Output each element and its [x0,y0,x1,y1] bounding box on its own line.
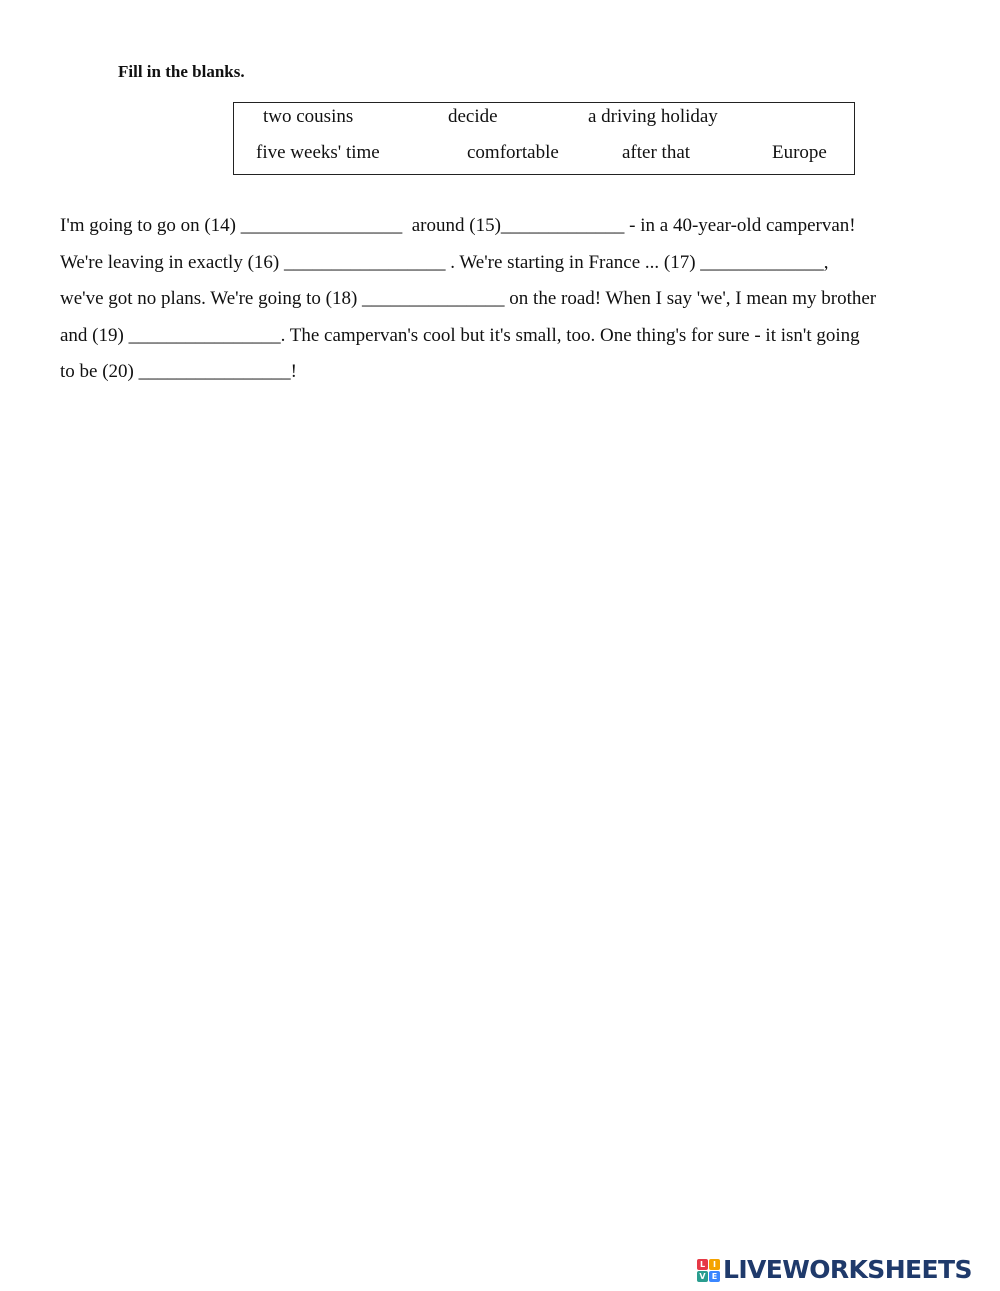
passage-text [60,211,990,394]
passage-line: We're leaving in exactly (16) _________________ . We're starting in France ... (17) _____________, [60,251,829,273]
passage-line: to be (20) ________________! [60,361,297,383]
logo-mark-icon [697,1259,720,1282]
passage-line: we've got no plans. We're going to (18) _______________ on the road! When I say 'we', I mean my brother [60,288,877,310]
passage-line: I'm going to go on (14) _________________ around (15)_____________ - in a 40-year-old campervan! [60,215,856,236]
word-bank-item: Europe [772,142,827,163]
word-bank-item: decide [448,106,498,127]
word-bank-item: after that [622,142,691,163]
logo-letter: I [709,1259,720,1270]
word-bank-item: comfortable [467,142,559,163]
instruction-heading: Fill in the blanks. [118,62,245,81]
word-bank-item: two cousins [263,106,354,127]
logo-letter: L [697,1259,708,1270]
logo-letter: E [709,1271,720,1282]
passage-line: and (19) ________________. The campervan's cool but it's small, too. One thing's for sure - it isn't going [60,324,860,346]
word-bank-item: a driving holiday [588,106,718,127]
word-bank-item: five weeks' time [256,142,380,163]
logo-letter: V [697,1271,708,1282]
word-bank-box [233,102,855,175]
logo-text: LIVEWORKSHEETS [723,1255,972,1284]
liveworksheets-logo [697,1254,972,1286]
